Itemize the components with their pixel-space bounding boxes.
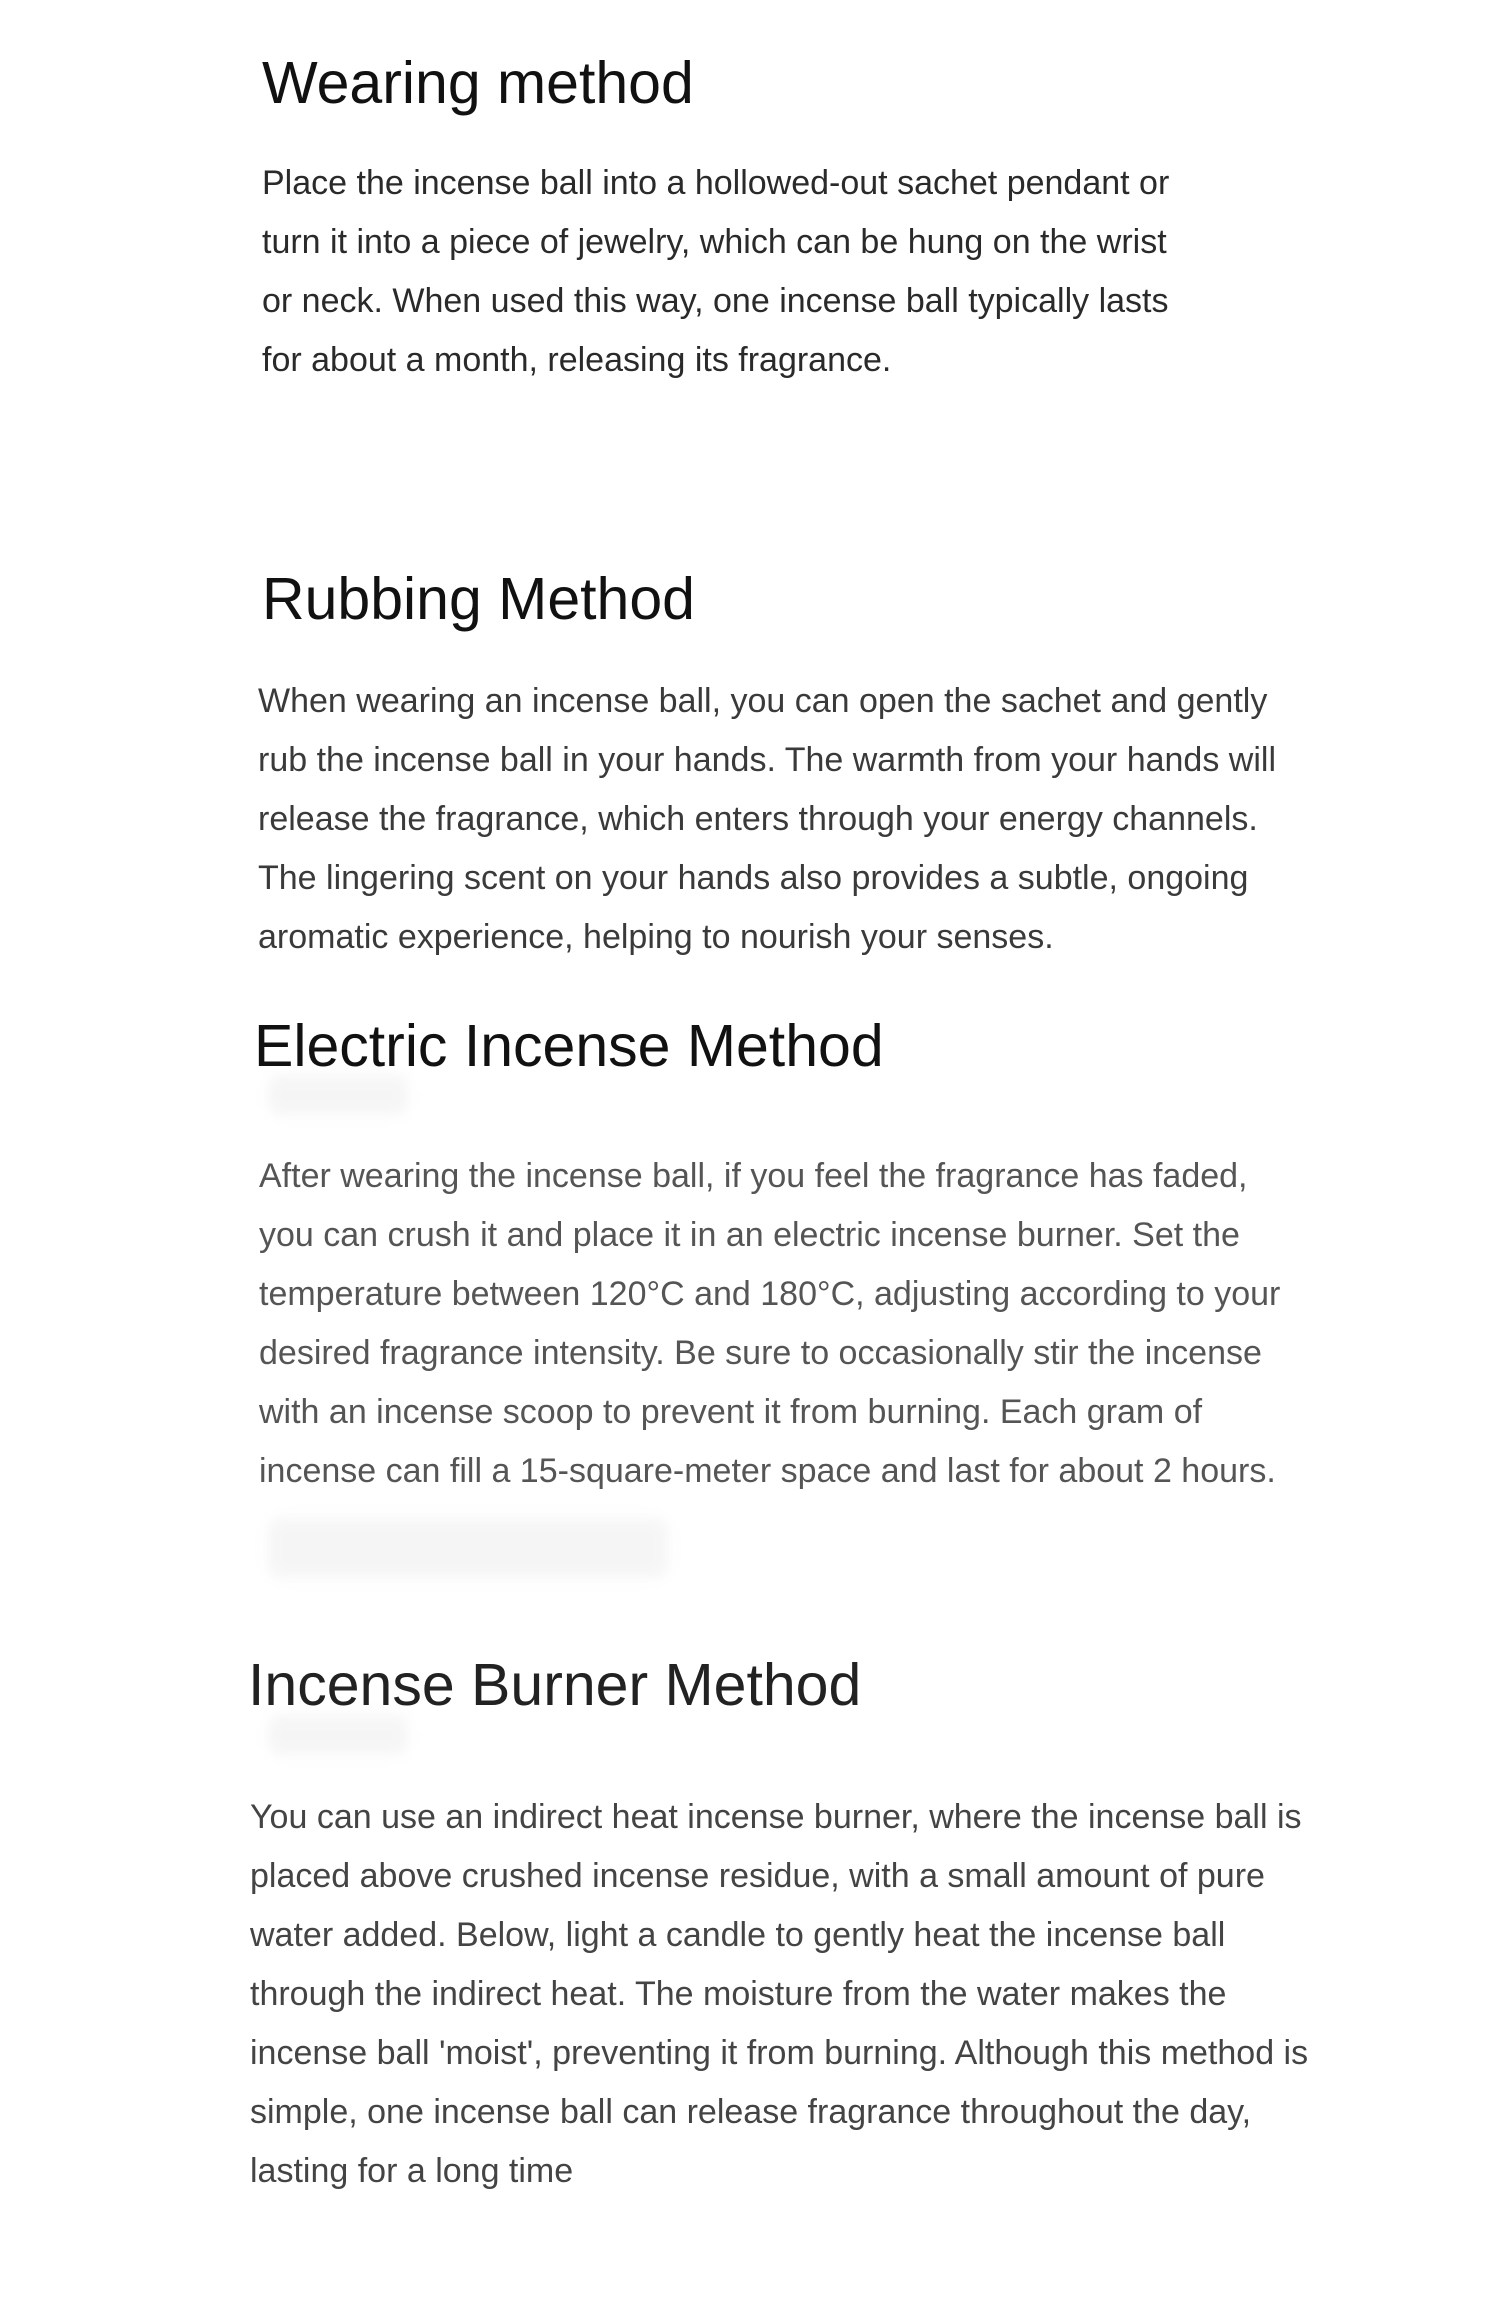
electric-incense-method-text: After wearing the incense ball, if you feel the fragrance has faded, you can crush it and place it in an electric incense burner. Set the temperature between 120°C and 180°C, adjusting according to your desired fragrance intensity. Be sure to occasionally stir the incense with an incense scoop to prevent it from burning. Each gram of incense can fill a 15-square-meter space and last for about 2 hours. <box>259 1156 1281 1490</box>
rubbing-method-section <box>258 566 1358 967</box>
incense-burner-method-heading: Incense Burner Method <box>248 1652 862 1718</box>
wearing-method-text: Place the incense ball into a hollowed-out sachet pendant or turn it into a piece of jewelry, which can be hung on the wrist or neck. When used this way, one incense ball typically lasts for about a month, releasing its fragrance. <box>262 163 1170 379</box>
electric-incense-method-section <box>254 1013 1359 1501</box>
incense-burner-method-text: You can use an indirect heat incense burner, where the incense ball is placed above crushed incense residue, with a small amount of pure water added. Below, light a candle to gently heat the incense ball through the indirect heat. The moisture from the water makes the incense ball 'moist', preventing it from burning. Although this method is simple, one incense ball can release fragrance throughout the day, lasting for a long time <box>250 1797 1309 2190</box>
wearing-method-section <box>262 50 1302 390</box>
incense-burner-method-section <box>248 1652 1400 2201</box>
faded-background-mark <box>268 1518 668 1578</box>
electric-incense-method-heading: Electric Incense Method <box>254 1013 884 1079</box>
rubbing-method-text: When wearing an incense ball, you can open the sachet and gently rub the incense ball in your hands. The warmth from your hands will release the fragrance, which enters through your energy channels. The lingering scent on your hands also provides a subtle, ongoing aromatic experience, helping to nourish your senses. <box>258 681 1276 956</box>
rubbing-method-heading: Rubbing Method <box>262 566 695 632</box>
wearing-method-heading: Wearing method <box>262 50 694 116</box>
